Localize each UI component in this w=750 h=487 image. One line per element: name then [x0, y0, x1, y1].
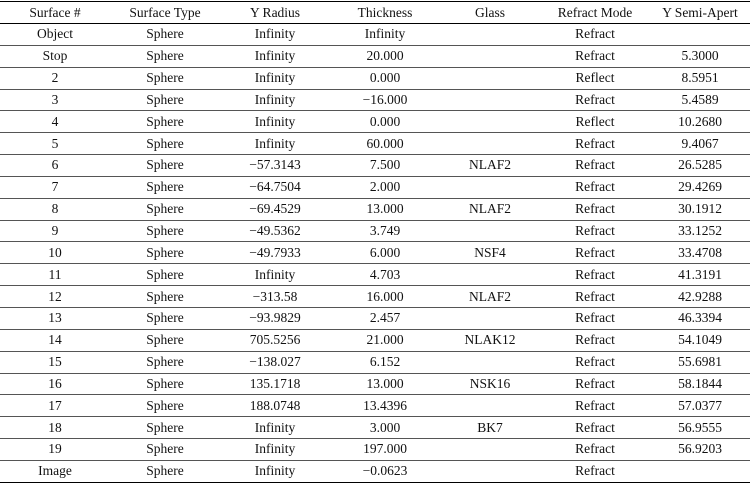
cell-surface-number: 3 [0, 89, 110, 111]
cell-surface-type: Sphere [110, 176, 220, 198]
cell-surface-type: Sphere [110, 439, 220, 461]
cell-refract-mode: Refract [540, 198, 650, 220]
cell-refract-mode: Refract [540, 329, 650, 351]
cell-thickness: 2.457 [330, 307, 440, 329]
cell-refract-mode: Refract [540, 286, 650, 308]
cell-surface-type: Sphere [110, 395, 220, 417]
cell-refract-mode: Refract [540, 176, 650, 198]
cell-surface-number: 16 [0, 373, 110, 395]
cell-refract-mode: Refract [540, 351, 650, 373]
table-row [0, 198, 750, 220]
cell-y-radius: Infinity [220, 460, 330, 482]
cell-surface-number: 8 [0, 198, 110, 220]
cell-glass [440, 395, 540, 417]
header-refract-mode: Refract Mode [540, 2, 650, 24]
header-surface-number: Surface # [0, 2, 110, 24]
table-row [0, 351, 750, 373]
table-row [0, 133, 750, 155]
cell-y-semi-aperture: 9.4067 [650, 133, 750, 155]
cell-y-semi-aperture: 30.1912 [650, 198, 750, 220]
cell-y-semi-aperture: 26.5285 [650, 155, 750, 177]
cell-refract-mode: Refract [540, 460, 650, 482]
table-row [0, 155, 750, 177]
cell-y-radius: Infinity [220, 439, 330, 461]
cell-glass [440, 89, 540, 111]
cell-y-radius: −49.7933 [220, 242, 330, 264]
cell-refract-mode: Refract [540, 417, 650, 439]
cell-thickness: −16.000 [330, 89, 440, 111]
cell-refract-mode: Refract [540, 89, 650, 111]
cell-y-semi-aperture: 55.6981 [650, 351, 750, 373]
table-row [0, 417, 750, 439]
cell-y-radius: 135.1718 [220, 373, 330, 395]
cell-thickness: Infinity [330, 24, 440, 46]
table-body [0, 24, 750, 483]
cell-thickness: 13.4396 [330, 395, 440, 417]
cell-y-semi-aperture: 33.1252 [650, 220, 750, 242]
cell-y-semi-aperture: 56.9555 [650, 417, 750, 439]
cell-y-semi-aperture: 33.4708 [650, 242, 750, 264]
cell-y-semi-aperture: 56.9203 [650, 439, 750, 461]
table-row [0, 307, 750, 329]
cell-surface-type: Sphere [110, 460, 220, 482]
cell-thickness: 3.000 [330, 417, 440, 439]
cell-thickness: 21.000 [330, 329, 440, 351]
cell-y-radius: −138.027 [220, 351, 330, 373]
cell-y-radius: Infinity [220, 89, 330, 111]
cell-thickness: 4.703 [330, 264, 440, 286]
cell-y-semi-aperture: 5.4589 [650, 89, 750, 111]
cell-glass [440, 220, 540, 242]
cell-y-semi-aperture: 5.3000 [650, 45, 750, 67]
cell-glass [440, 45, 540, 67]
cell-surface-number: 12 [0, 286, 110, 308]
cell-thickness: 6.152 [330, 351, 440, 373]
cell-surface-type: Sphere [110, 351, 220, 373]
cell-surface-type: Sphere [110, 67, 220, 89]
cell-thickness: 20.000 [330, 45, 440, 67]
cell-glass: NLAF2 [440, 198, 540, 220]
table-row [0, 67, 750, 89]
cell-y-semi-aperture: 10.2680 [650, 111, 750, 133]
header-row [0, 2, 750, 24]
cell-glass [440, 439, 540, 461]
cell-surface-number: 19 [0, 439, 110, 461]
cell-y-radius: Infinity [220, 24, 330, 46]
cell-surface-type: Sphere [110, 417, 220, 439]
lens-data-table [0, 1, 750, 483]
cell-surface-type: Sphere [110, 155, 220, 177]
cell-surface-number: 6 [0, 155, 110, 177]
cell-y-radius: −64.7504 [220, 176, 330, 198]
cell-y-semi-aperture [650, 460, 750, 482]
header-thickness: Thickness [330, 2, 440, 24]
table-row [0, 220, 750, 242]
table-row [0, 286, 750, 308]
cell-refract-mode: Refract [540, 264, 650, 286]
cell-glass: NLAF2 [440, 155, 540, 177]
cell-thickness: 197.000 [330, 439, 440, 461]
table-row [0, 89, 750, 111]
cell-glass: NLAK12 [440, 329, 540, 351]
cell-surface-number: 5 [0, 133, 110, 155]
cell-y-semi-aperture: 29.4269 [650, 176, 750, 198]
cell-refract-mode: Refract [540, 220, 650, 242]
cell-y-radius: Infinity [220, 417, 330, 439]
cell-surface-type: Sphere [110, 329, 220, 351]
cell-refract-mode: Refract [540, 242, 650, 264]
cell-surface-type: Sphere [110, 373, 220, 395]
cell-y-radius: −69.4529 [220, 198, 330, 220]
cell-surface-type: Sphere [110, 45, 220, 67]
cell-surface-number: 7 [0, 176, 110, 198]
cell-thickness: 0.000 [330, 111, 440, 133]
cell-y-radius: Infinity [220, 45, 330, 67]
cell-thickness: 13.000 [330, 373, 440, 395]
table-row [0, 373, 750, 395]
cell-refract-mode: Reflect [540, 67, 650, 89]
cell-refract-mode: Refract [540, 133, 650, 155]
cell-thickness: 60.000 [330, 133, 440, 155]
cell-glass: BK7 [440, 417, 540, 439]
cell-surface-number: 2 [0, 67, 110, 89]
table-row [0, 264, 750, 286]
cell-thickness: 16.000 [330, 286, 440, 308]
cell-thickness: 13.000 [330, 198, 440, 220]
cell-glass [440, 307, 540, 329]
cell-refract-mode: Refract [540, 373, 650, 395]
header-glass: Glass [440, 2, 540, 24]
table-row [0, 395, 750, 417]
cell-surface-type: Sphere [110, 242, 220, 264]
table-header [0, 2, 750, 24]
cell-surface-type: Sphere [110, 24, 220, 46]
table-row [0, 24, 750, 46]
cell-thickness: 2.000 [330, 176, 440, 198]
cell-y-radius: Infinity [220, 111, 330, 133]
cell-y-radius: −313.58 [220, 286, 330, 308]
cell-surface-number: 10 [0, 242, 110, 264]
cell-thickness: 6.000 [330, 242, 440, 264]
cell-glass [440, 351, 540, 373]
cell-surface-number: 14 [0, 329, 110, 351]
cell-glass [440, 176, 540, 198]
cell-thickness: −0.0623 [330, 460, 440, 482]
cell-surface-number: 4 [0, 111, 110, 133]
cell-surface-number: Object [0, 24, 110, 46]
table-row [0, 460, 750, 482]
cell-surface-number: 9 [0, 220, 110, 242]
cell-thickness: 0.000 [330, 67, 440, 89]
cell-glass [440, 24, 540, 46]
cell-refract-mode: Refract [540, 439, 650, 461]
cell-y-semi-aperture: 8.5951 [650, 67, 750, 89]
cell-surface-number: 18 [0, 417, 110, 439]
cell-surface-number: 13 [0, 307, 110, 329]
cell-y-semi-aperture: 54.1049 [650, 329, 750, 351]
cell-glass: NSK16 [440, 373, 540, 395]
cell-glass [440, 264, 540, 286]
cell-refract-mode: Reflect [540, 111, 650, 133]
header-y-semi-aperture: Y Semi-Apert [650, 2, 750, 24]
cell-surface-number: 17 [0, 395, 110, 417]
header-y-radius: Y Radius [220, 2, 330, 24]
table-row [0, 176, 750, 198]
cell-surface-type: Sphere [110, 89, 220, 111]
cell-refract-mode: Refract [540, 307, 650, 329]
cell-y-semi-aperture: 57.0377 [650, 395, 750, 417]
cell-refract-mode: Refract [540, 395, 650, 417]
cell-y-radius: Infinity [220, 264, 330, 286]
cell-y-radius: 705.5256 [220, 329, 330, 351]
cell-surface-number: 11 [0, 264, 110, 286]
cell-glass [440, 111, 540, 133]
cell-surface-number: 15 [0, 351, 110, 373]
cell-refract-mode: Refract [540, 24, 650, 46]
table-row [0, 111, 750, 133]
cell-surface-number: Stop [0, 45, 110, 67]
cell-y-radius: −57.3143 [220, 155, 330, 177]
cell-y-radius: −49.5362 [220, 220, 330, 242]
cell-y-radius: Infinity [220, 133, 330, 155]
cell-y-radius: 188.0748 [220, 395, 330, 417]
cell-surface-type: Sphere [110, 220, 220, 242]
cell-surface-type: Sphere [110, 111, 220, 133]
cell-thickness: 7.500 [330, 155, 440, 177]
header-surface-type: Surface Type [110, 2, 220, 24]
cell-surface-type: Sphere [110, 264, 220, 286]
cell-glass: NSF4 [440, 242, 540, 264]
cell-glass [440, 460, 540, 482]
cell-y-semi-aperture: 41.3191 [650, 264, 750, 286]
cell-surface-type: Sphere [110, 198, 220, 220]
table-row [0, 329, 750, 351]
cell-y-radius: −93.9829 [220, 307, 330, 329]
cell-y-radius: Infinity [220, 67, 330, 89]
cell-refract-mode: Refract [540, 45, 650, 67]
cell-thickness: 3.749 [330, 220, 440, 242]
cell-y-semi-aperture [650, 24, 750, 46]
cell-surface-number: Image [0, 460, 110, 482]
cell-glass [440, 133, 540, 155]
cell-surface-type: Sphere [110, 286, 220, 308]
cell-glass [440, 67, 540, 89]
cell-y-semi-aperture: 58.1844 [650, 373, 750, 395]
table-row [0, 45, 750, 67]
cell-refract-mode: Refract [540, 155, 650, 177]
cell-y-semi-aperture: 46.3394 [650, 307, 750, 329]
cell-y-semi-aperture: 42.9288 [650, 286, 750, 308]
table-row [0, 242, 750, 264]
table-row [0, 439, 750, 461]
cell-glass: NLAF2 [440, 286, 540, 308]
cell-surface-type: Sphere [110, 307, 220, 329]
cell-surface-type: Sphere [110, 133, 220, 155]
